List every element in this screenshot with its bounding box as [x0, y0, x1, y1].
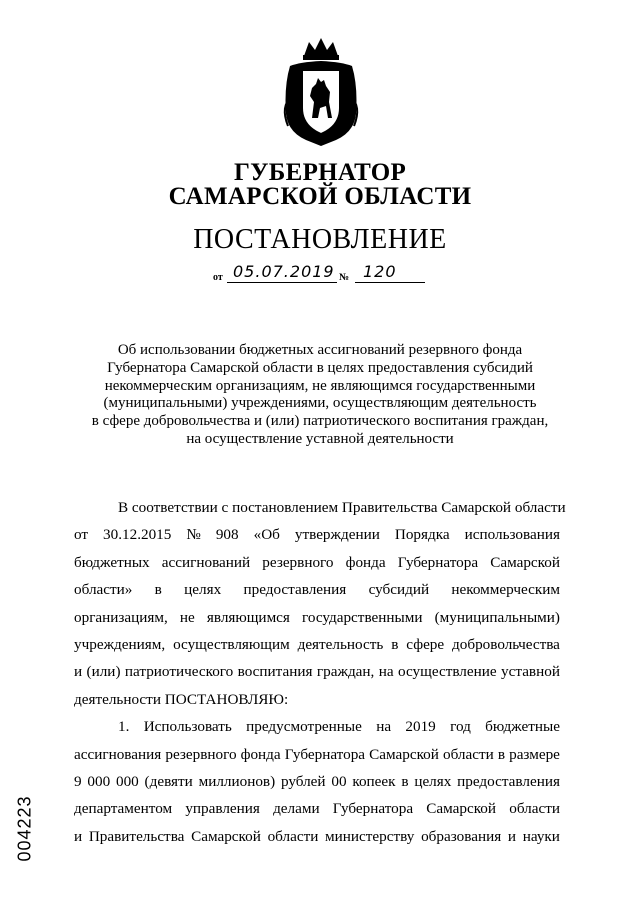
word: (муниципальными) [434, 608, 560, 626]
text-line [74, 549, 560, 576]
number-label: № [339, 272, 350, 283]
word: рублей [280, 772, 326, 790]
date-label: от [213, 272, 223, 283]
subject-line: Губернатора Самарской области в целях предоставления субсидий [107, 359, 533, 376]
word: осуществляющим [173, 635, 290, 653]
word: резервного [165, 745, 237, 763]
word: копеек [352, 772, 396, 790]
word: резервного [262, 553, 334, 571]
word: (девяти [144, 772, 193, 790]
word: науки [522, 827, 560, 845]
word: государственными [302, 608, 423, 626]
word: департаментом [74, 800, 173, 818]
word: и [74, 663, 83, 681]
word: организациям, [74, 608, 168, 626]
word: от [74, 526, 89, 544]
preamble-first-line: В соответствии с постановлением Правительства Самарской области [118, 499, 566, 516]
text-line [74, 658, 560, 685]
word: области [442, 745, 494, 763]
word: воспитания [237, 663, 313, 681]
authority-title-line2: САМАРСКОЙ ОБЛАСТИ [168, 183, 472, 210]
preamble-justified-lines [74, 521, 560, 685]
word: предоставления [243, 581, 347, 599]
word: ассигнований [161, 553, 251, 571]
number-underline [355, 282, 425, 283]
word: области» [74, 581, 133, 599]
word: осуществление [398, 663, 497, 681]
word: и [507, 827, 517, 845]
word: использования [464, 526, 560, 544]
text-line [74, 741, 560, 768]
word: Самарской [490, 553, 560, 571]
word: министерству [325, 827, 415, 845]
text-line [74, 823, 560, 850]
word: бюджетные [485, 718, 560, 736]
handwritten-date: 05.07.2019 [233, 262, 335, 281]
word: 9 [74, 772, 82, 790]
coat-of-arms-emblem [276, 36, 366, 148]
text-line [74, 768, 560, 795]
word: Самарской [426, 800, 497, 818]
subject-line: в сфере добровольчества и (или) патриотического воспитания граждан, [91, 413, 549, 430]
word: граждан, [316, 663, 375, 681]
subject-line: Об использовании бюджетных ассигнований резервного фонда [117, 342, 523, 358]
word: в [154, 581, 162, 599]
word: Правительства [88, 827, 185, 845]
word: 908 [215, 526, 239, 544]
word: на [378, 663, 394, 681]
word: являющимся [206, 608, 290, 626]
word: деятельность [297, 635, 384, 653]
word: уставной [501, 663, 560, 681]
word: миллионов) [198, 772, 276, 790]
margin-registration-stamp [14, 778, 62, 878]
text-line [74, 604, 560, 631]
word: «Об [253, 526, 280, 544]
date-underline [227, 282, 337, 283]
margin-stamp-number: 004223 [14, 795, 35, 862]
word: 2019 [405, 718, 436, 736]
word: патриотического [124, 663, 234, 681]
word: 30.12.2015 [103, 526, 172, 544]
word: добровольчества [452, 635, 560, 653]
word: учреждениям, [74, 635, 166, 653]
word: в [391, 635, 399, 653]
word: размере [509, 745, 560, 763]
word: области [267, 827, 319, 845]
word: ассигнования [74, 745, 162, 763]
word: предусмотренные [246, 718, 362, 736]
word: фонда [240, 745, 281, 763]
word: Использовать [143, 718, 232, 736]
date-number-line [213, 260, 433, 284]
word: (или) [86, 663, 121, 681]
word: Самарской [191, 827, 261, 845]
word: в [401, 772, 409, 790]
word: некоммерческим [451, 581, 560, 599]
word: 1. [118, 718, 130, 736]
subject-line: на осуществление уставной деятельности [186, 430, 454, 447]
word: целях [414, 772, 452, 790]
subject-line: (муниципальными) учреждениями, осуществляющим деятельность [103, 395, 537, 412]
word: Губернатора [332, 800, 414, 818]
word: субсидий [368, 581, 430, 599]
document-type-title: ПОСТАНОВЛЕНИЕ [193, 224, 447, 255]
item1-justified-lines [74, 741, 560, 851]
text-line [74, 521, 560, 548]
word: Губернатора [397, 553, 479, 571]
text-line [74, 795, 560, 822]
word: 000 [87, 772, 111, 790]
preamble-last-line: деятельности ПОСТАНОВЛЯЮ: [74, 690, 289, 708]
word: утверждении [294, 526, 380, 544]
word: предоставления [457, 772, 560, 790]
word: 000 [115, 772, 139, 790]
word: год [450, 718, 471, 736]
word: 00 [331, 772, 347, 790]
text-line [74, 576, 560, 603]
word: Порядка [394, 526, 450, 544]
word: Губернатора [284, 745, 366, 763]
word: целях [184, 581, 222, 599]
decree-subject [70, 342, 570, 449]
handwritten-number: 120 [363, 262, 397, 281]
word: и [74, 827, 83, 845]
word: бюджетных [74, 553, 150, 571]
word: фонда [345, 553, 386, 571]
word: образования [421, 827, 502, 845]
word: в [497, 745, 506, 763]
authority-title-line1: ГУБЕРНАТОР [233, 159, 407, 186]
item1-first-line [74, 713, 560, 740]
word: не [179, 608, 195, 626]
word: управления [185, 800, 260, 818]
word: делами [273, 800, 320, 818]
text-line [74, 631, 560, 658]
subject-line: некоммерческим организациям, не являющимся государственными [104, 377, 536, 394]
word: № [186, 526, 201, 544]
word: на [376, 718, 392, 736]
word: сфере [406, 635, 445, 653]
word: Самарской [369, 745, 439, 763]
decree-body [74, 494, 566, 850]
word: области [509, 800, 560, 818]
